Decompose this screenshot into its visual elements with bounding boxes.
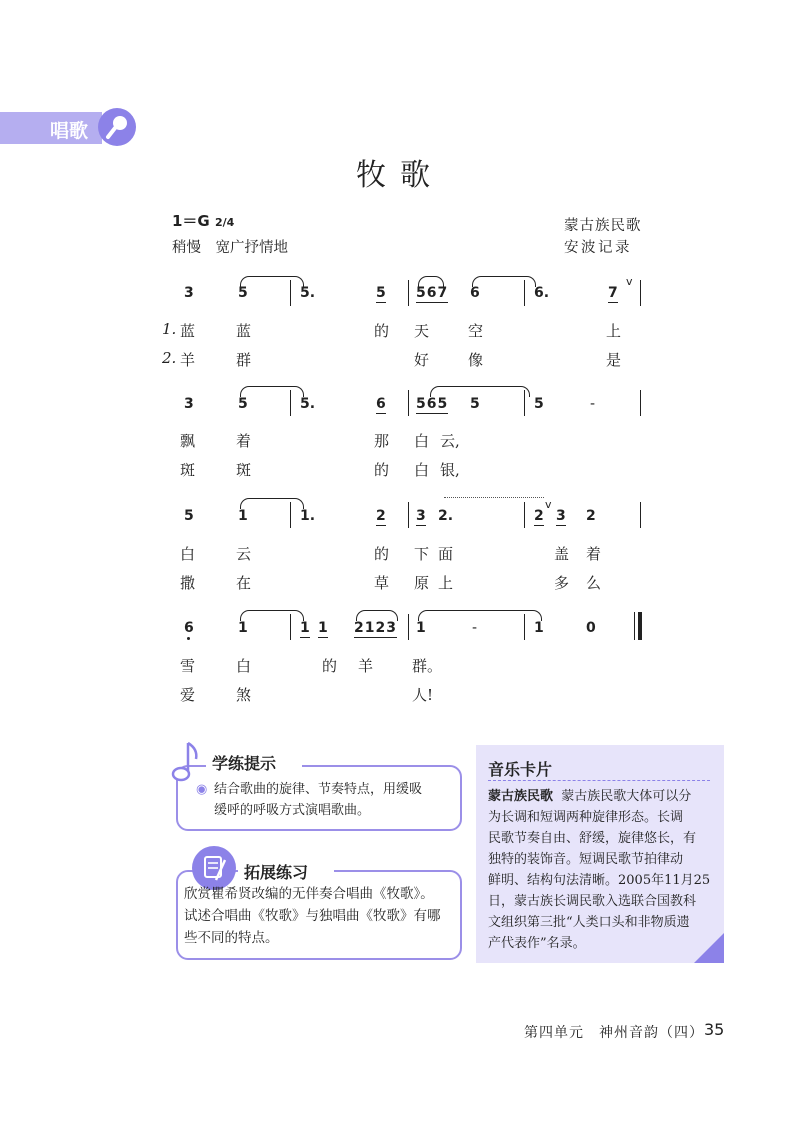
note: 2 (534, 508, 544, 524)
note: 1 (238, 620, 248, 636)
lyric: 白 (414, 432, 430, 450)
low-octave-dot (187, 637, 190, 640)
lyric: 的 (322, 657, 338, 675)
note: 2 (376, 508, 386, 524)
lyric: 白 (414, 461, 430, 479)
music-card-line: 为长调和短调两种旋律形态。长调 (488, 810, 684, 825)
note-group: 565 (416, 396, 449, 412)
note: 6. (534, 285, 550, 301)
lyric: 的 (374, 322, 390, 340)
song-recorder: 安波记录 (564, 240, 632, 256)
tie (240, 498, 304, 509)
note: 6 (184, 620, 194, 636)
music-card-text: 蒙古族民歌大体可以分 (561, 789, 692, 804)
lyric: 煞 (236, 686, 252, 704)
lyric: 蓝 (180, 322, 196, 340)
lyric: 蓝 (236, 322, 252, 340)
note: 3 (184, 396, 194, 412)
lyric: 着 (586, 545, 602, 563)
note: 5 (238, 285, 248, 301)
note: 3 (184, 285, 194, 301)
lyric: 好 (414, 351, 430, 369)
barline (290, 614, 291, 640)
extension-line: 欣赏瞿希贤改编的无伴奏合唱曲《牧歌》。 (184, 886, 434, 902)
lyric: 云, (440, 432, 460, 450)
extension-title: 拓展练习 (244, 863, 309, 882)
lyric: 的 (374, 545, 390, 563)
breath-mark: v (626, 275, 633, 288)
verse-number: 1. (162, 320, 177, 338)
barline (524, 502, 525, 528)
note: 6 (376, 396, 386, 412)
final-barline-thin (634, 612, 635, 640)
barline (408, 614, 409, 640)
music-card-line: 产代表作”名录。 (488, 936, 586, 951)
dash: - (472, 620, 478, 636)
note: 1 (238, 508, 248, 524)
lyric: 原 (414, 574, 430, 592)
note: 5 (238, 396, 248, 412)
practice-tips-line: 结合歌曲的旋律、节奏特点，用缓吸 (214, 782, 423, 797)
barline (408, 502, 409, 528)
note-group: 2123 (354, 620, 397, 636)
lyric: 人! (412, 686, 434, 704)
music-card-term: 蒙古族民歌 (488, 789, 554, 804)
note: 5. (300, 285, 316, 301)
microphone-icon (98, 108, 136, 146)
tie (240, 386, 304, 397)
footer-unit: 第四单元 神州音韵（四） (524, 1025, 704, 1041)
practice-tips-line: 缓呼的呼吸方式演唱歌曲。 (214, 803, 371, 818)
key-signature (172, 210, 234, 231)
lyric: 盖 (554, 545, 570, 563)
tie (472, 276, 536, 287)
key: 1＝G (172, 212, 210, 230)
music-card-line: 鲜明、结构句法清晰。2005年11月25 (488, 873, 711, 888)
dash: - (590, 396, 596, 412)
lyric: 多 (554, 574, 570, 592)
note: 7 (608, 285, 618, 301)
lyric: 飘 (180, 432, 196, 450)
note: 1 (318, 620, 328, 636)
barline (640, 390, 641, 416)
lyric: 那 (374, 432, 390, 450)
lyric: 羊 (358, 657, 374, 675)
note: 5 (470, 396, 480, 412)
barline (524, 390, 525, 416)
barline (640, 502, 641, 528)
barline (290, 390, 291, 416)
lyric: 斑 (180, 461, 196, 479)
card-divider (488, 780, 710, 781)
lyric: 空 (468, 322, 484, 340)
barline (524, 614, 525, 640)
lyric: 群。 (412, 657, 443, 675)
tie (240, 276, 304, 287)
section-label: 唱歌 (50, 120, 89, 142)
bullet-icon: ◉ (196, 782, 208, 797)
lyric: 着 (236, 432, 252, 450)
lyric: 雪 (180, 657, 196, 675)
note: 1 (416, 620, 426, 636)
note: 1 (534, 620, 544, 636)
lyric: 撒 (180, 574, 196, 592)
music-card-line: 民歌节奏自由、舒缓，旋律悠长，有 (488, 831, 697, 846)
lyric: 草 (374, 574, 390, 592)
lyric: 么 (586, 574, 602, 592)
time-signature: 2/4 (214, 216, 235, 229)
rest: 0 (586, 620, 596, 636)
lyric: 白 (236, 657, 252, 675)
note: 1 (300, 620, 310, 636)
barline (524, 280, 525, 306)
tie (240, 610, 304, 621)
lyric: 天 (414, 322, 430, 340)
lyric: 白 (180, 545, 196, 563)
lyric: 上 (606, 322, 622, 340)
song-title: 牧歌 (356, 158, 444, 193)
page-number: 35 (704, 1020, 725, 1039)
lyric: 在 (236, 574, 252, 592)
note: 5 (376, 285, 386, 301)
music-card-line: 日，蒙古族长调民歌入选联合国教科 (488, 894, 697, 909)
tempo-marking: 稍慢 宽广抒情地 (172, 240, 288, 256)
note-group: 567 (416, 285, 449, 301)
note: 2. (438, 508, 454, 524)
lyric: 下 (414, 545, 430, 563)
lyric: 的 (374, 461, 390, 479)
music-card-line (488, 786, 720, 807)
breath-mark: v (545, 498, 552, 511)
final-barline-thick (638, 612, 642, 640)
note: 1. (300, 508, 316, 524)
note: 5 (184, 508, 194, 524)
lyric: 是 (606, 351, 622, 369)
card-corner-fold (694, 933, 724, 963)
practice-tips-title: 学练提示 (212, 754, 277, 773)
note: 6 (470, 285, 480, 301)
extension-line: 试述合唱曲《牧歌》与独唱曲《牧歌》有哪 (184, 908, 441, 924)
verse-number: 2. (162, 349, 177, 367)
slur (444, 497, 544, 498)
barline (408, 280, 409, 306)
barline (290, 280, 291, 306)
lyric: 斑 (236, 461, 252, 479)
lyric: 像 (468, 351, 484, 369)
lyric: 上 (438, 574, 454, 592)
music-card-title: 音乐卡片 (488, 760, 553, 779)
music-card-line: 文组织第三批“人类口头和非物质遗 (488, 915, 690, 930)
music-card-line: 独特的装饰音。短调民歌节拍律动 (488, 852, 684, 867)
extension-line: 些不同的特点。 (184, 930, 279, 946)
note: 5. (300, 396, 316, 412)
note: 2 (586, 508, 596, 524)
song-origin: 蒙古族民歌 (564, 218, 642, 234)
lyric: 群 (236, 351, 252, 369)
note: 5 (534, 396, 544, 412)
lyric: 面 (438, 545, 454, 563)
barline (640, 280, 641, 306)
lyric: 羊 (180, 351, 196, 369)
barline (290, 502, 291, 528)
lyric: 银, (440, 461, 460, 479)
note: 3 (416, 508, 426, 524)
lyric: 爱 (180, 686, 196, 704)
lyric: 云 (236, 545, 252, 563)
note: 3 (556, 508, 566, 524)
music-note-icon (168, 737, 202, 783)
barline (408, 390, 409, 416)
